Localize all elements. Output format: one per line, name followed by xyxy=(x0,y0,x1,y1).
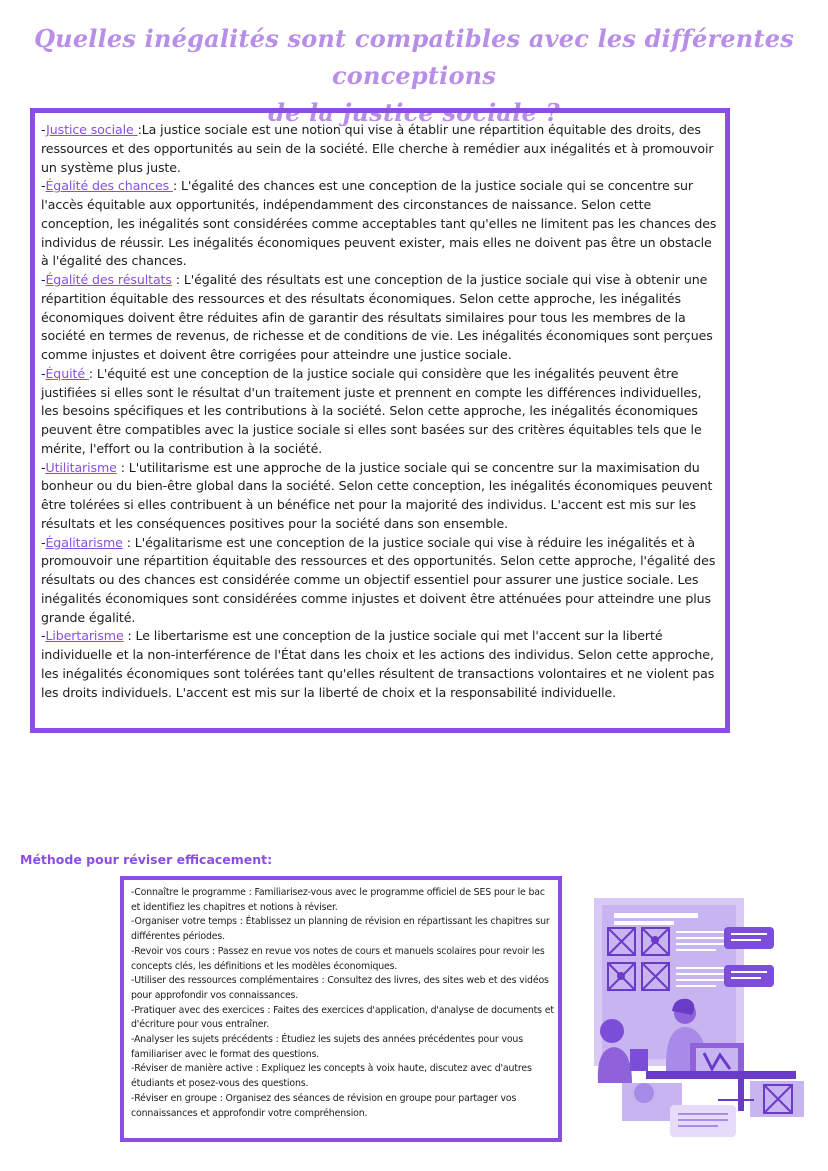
conception-egalitarisme xyxy=(41,534,721,628)
bullet-dash: - xyxy=(41,122,47,137)
bullet-dash: - xyxy=(41,459,46,475)
methode-item: -Connaître le programme : Familiarisez-vous avec le programme officiel de SES pour le bac et identifiez les chapitres et notions à réviser. xyxy=(131,887,545,913)
methode-item: -Réviser en groupe : Organisez des séances de révision en groupe pour partager vos connaissances et approfondir votre compréhension. xyxy=(131,1092,517,1119)
definition-text: : L'égalité des résultats est une conception de la justice sociale qui vise à obtenir une répartition équitable des ressources et des résultats économiques. Selon cette approche, les inégalités économiques doivent être réduites afin de garantir des résultats similaires pour tous les membres de la société en termes de revenus, de richesse et de conditions de vie. Les inégalités économiques sont perçues comme injustes et doivent être corrigées pour atteindre une justice sociale. xyxy=(41,272,713,362)
definition-text: : L'équité est une conception de la justice sociale qui considère que les inégalités peuvent être justifiées si elles sont le résultat d'un traitement juste et prennent en compte les différences individuelles, les besoins spécifiques et les contributions à la société. Selon cette approche, les inégalités économiques peuvent être compatibles avec la justice sociale si elles sont basées sur des critères équitables tels que le mérite, l'effort ou la contribution à la société. xyxy=(41,365,702,456)
methode-item: -Utiliser des ressources complémentaires : Consultez des livres, des sites web et des vidéos pour approfondir vos connaissances. xyxy=(131,975,549,1001)
methode-box xyxy=(120,876,562,1142)
page-title-line-2: de la justice sociale ? xyxy=(268,98,560,127)
term-label: Libertarisme xyxy=(45,628,124,644)
term-label: Utilitarisme xyxy=(45,459,117,475)
definition-text: : Le libertarisme est une conception de la justice sociale qui met l'accent sur la liberté individuelle et la non-interférence de l'État dans les choix et les actions des individus. Selon cette approche, les inégalités économiques sont tolérées tant qu'elles résultent de transactions volontaires et ne violent pas les droits individuels. L'accent est mis sur la liberté de choix et la responsabilité individuelle. xyxy=(41,628,715,700)
definition-text: : L'utilitarisme est une approche de la justice sociale qui se concentre sur la maximisation du bonheur ou du bien-être global dans la société. Selon cette conception, les inégalités économiques peuvent être tolérées si elles contribuent à un bénéfice net pour la majorité des individus. L'accent est mis sur les résultats et les conséquences positives pour la société dans son ensemble. xyxy=(41,459,713,531)
term-label: Équité xyxy=(45,365,89,381)
bullet-dash: - xyxy=(41,365,46,381)
conception-egalite-des-resultats xyxy=(41,271,721,365)
definition-text: :La justice sociale est une notion qui vise à établir une répartition équitable des droits, des ressources et des opportunités au sein de la société. Elle cherche à remédier aux inégalités et à promouvoir un système plus juste. xyxy=(41,122,714,175)
conception-libertarisme xyxy=(41,627,721,702)
conception-equite xyxy=(41,365,721,459)
bullet-dash: - xyxy=(41,628,46,644)
term-label: Égalité des chances xyxy=(45,178,173,194)
page-title-line-1: Quelles inégalités sont compatibles avec les différentes conceptions xyxy=(34,24,794,90)
definition-text: : L'égalité des chances est une conception de la justice sociale qui se concentre sur l'accès équitable aux opportunités, indépendamment des circonstances de naissance. Selon cette conception, les inégalités sont considérées comme acceptables tant qu'elles ne limitent pas les chances des individus de réussir. Les inégalités économiques peuvent exister, mais elles ne doivent pas être un obstacle à l'égalité des chances. xyxy=(41,178,717,269)
conceptions-box xyxy=(30,108,730,733)
methode-item: -Réviser de manière active : Expliquez les concepts à voix haute, discutez avec d'autres étudiants et posez-vous des questions. xyxy=(131,1063,532,1090)
methode-item: -Revoir vos cours : Passez en revue vos notes de cours et manuels scolaires pour revoir les concepts clés, les définitions et les modèles économiques. xyxy=(131,945,545,972)
conception-utilitarisme xyxy=(41,459,721,534)
bullet-dash: - xyxy=(41,178,46,194)
term-label: Égalitarisme xyxy=(45,534,123,550)
methode-heading: Méthode pour réviser efficacement: xyxy=(20,852,273,867)
bullet-dash: - xyxy=(41,272,46,287)
methode-item: -Analyser les sujets précédents : Étudiez les sujets des années précédentes pour vous familiariser avec le format des questions. xyxy=(131,1034,523,1060)
term-label: Justice sociale xyxy=(46,122,138,137)
conception-egalite-des-chances xyxy=(41,177,721,271)
methode-item: -Pratiquer avec des exercices : Faites des exercices d'application, d'analyse de documents et d'écriture pour vous entraîner. xyxy=(131,1004,554,1031)
methode-item: -Organiser votre temps : Établissez un planning de révision en répartissant les chapitres sur différentes périodes. xyxy=(131,916,550,943)
conception-justice-sociale xyxy=(41,121,721,177)
people-studying-illustration-icon xyxy=(588,893,816,1146)
definition-text: : L'égalitarisme est une conception de la justice sociale qui vise à réduire les inégalités et à promouvoir une répartition équitable des ressources et des opportunités. Selon cette approche, l'égalité des résultats ou des chances est considérée comme un objectif essentiel pour assurer une justice sociale. Les inégalités économiques sont considérées comme injustes et doivent être atténuées pour atteindre une plus grande égalité. xyxy=(41,534,716,625)
bullet-dash: - xyxy=(41,534,46,550)
term-label: Égalité des résultats xyxy=(45,272,172,287)
